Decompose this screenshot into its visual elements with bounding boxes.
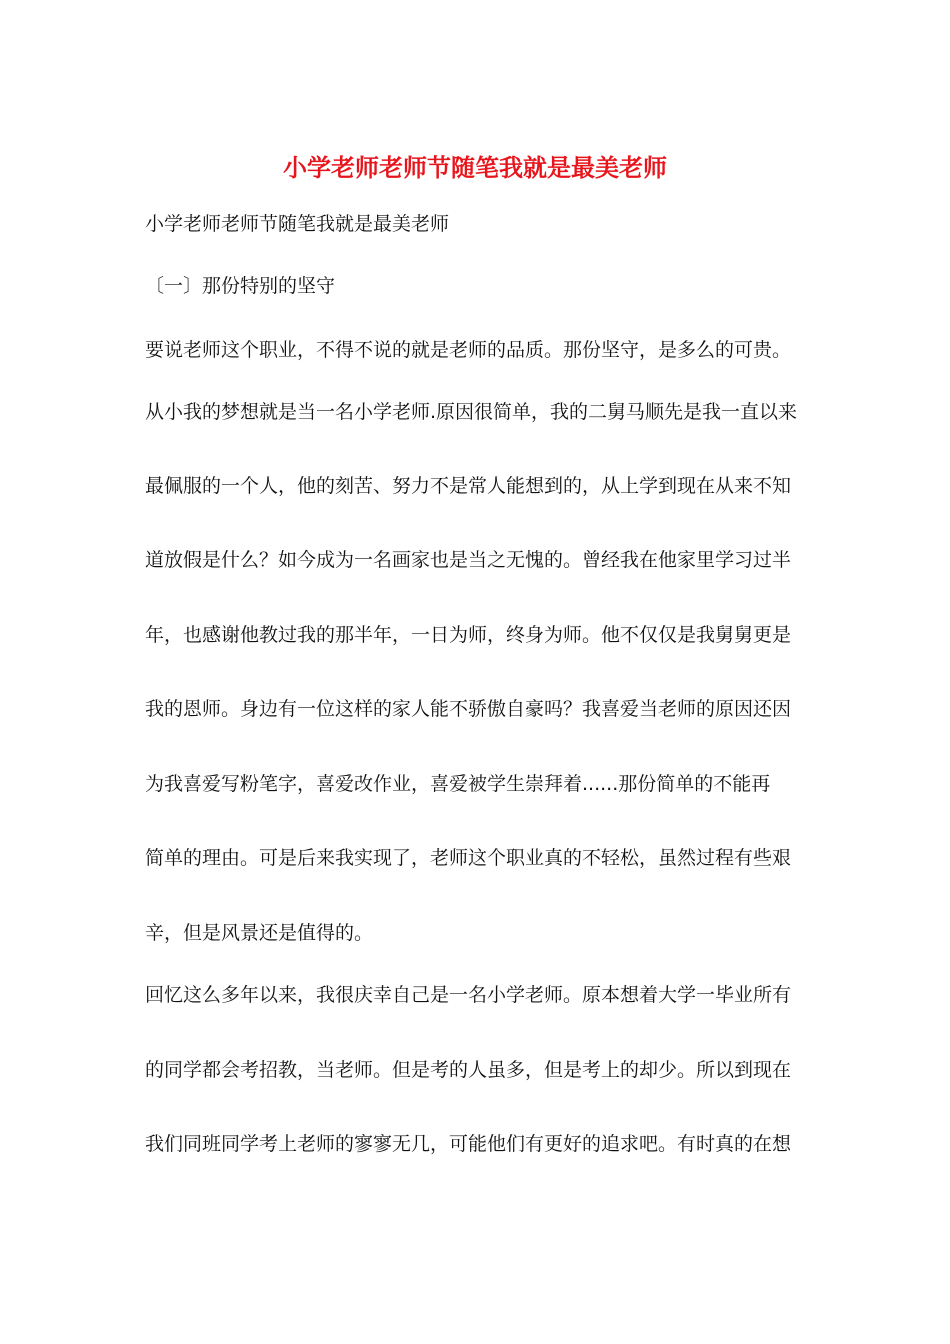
paragraph-line: 道放假是什么？如今成为一名画家也是当之无愧的。曾经我在他家里学习过半 — [145, 549, 792, 571]
section-heading: 〔一〕那份特别的坚守 — [145, 275, 336, 297]
paragraph-line: 简单的理由。可是后来我实现了，老师这个职业真的不轻松，虽然过程有些艰 — [145, 847, 792, 869]
paragraph-line: 要说老师这个职业，不得不说的就是老师的品质。那份坚守，是多么的可贵。 — [145, 339, 792, 361]
document-subtitle: 小学老师老师节随笔我就是最美老师 — [145, 213, 450, 235]
document-title: 小学老师老师节随笔我就是最美老师 — [283, 153, 667, 182]
paragraph-line: 为我喜爱写粉笔字，喜爱改作业，喜爱被学生崇拜着......那份简单的不能再 — [145, 773, 771, 795]
paragraph-line: 辛，但是风景还是值得的。 — [145, 922, 374, 944]
paragraph-line: 我的恩师。身边有一位这样的家人能不骄傲自豪吗？我喜爱当老师的原因还因 — [145, 698, 792, 720]
paragraph-line: 年，也感谢他教过我的那半年，一日为师，终身为师。他不仅仅是我舅舅更是 — [145, 624, 792, 646]
paragraph-line: 最佩服的一个人，他的刻苦、努力不是常人能想到的，从上学到现在从来不知 — [145, 475, 792, 497]
paragraph-line: 我们同班同学考上老师的寥寥无几，可能他们有更好的追求吧。有时真的在想 — [145, 1133, 792, 1155]
paragraph-line: 的同学都会考招教，当老师。但是考的人虽多，但是考上的却少。所以到现在 — [145, 1059, 792, 1081]
paragraph-line: 从小我的梦想就是当一名小学老师.原因很简单，我的二舅马顺先是我一直以来 — [145, 401, 798, 423]
paragraph-line: 回忆这么多年以来，我很庆幸自己是一名小学老师。原本想着大学一毕业所有 — [145, 984, 792, 1006]
